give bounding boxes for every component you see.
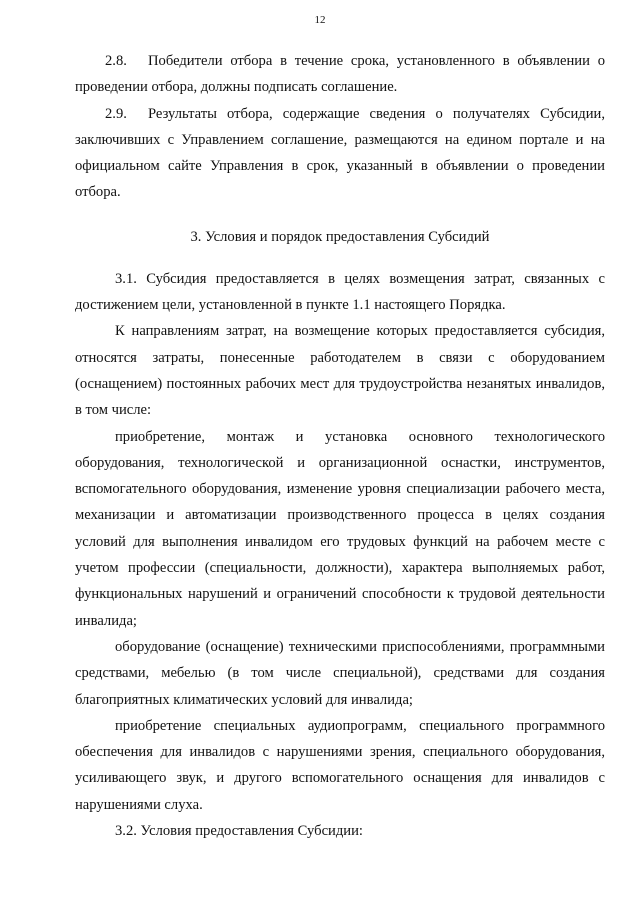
paragraph-text: Победители отбора в течение срока, установленного в объявлении о проведении отбора, должны подписать соглашение. — [75, 53, 605, 96]
list-item: приобретение, монтаж и установка основного технологического оборудования, технологической и организационной оснастки, инструментов, вспомогательного оборудования, изменение уровня специализации рабочего места, механизации и автоматизации производственного процесса в целях создания условий для выполнения инвалидом его трудовых функций на рабочем месте с учетом профессии (специальности, должности), характера выполняемых работ, функциональных нарушений и ограничений способности к трудовой деятельности инвалида; — [75, 428, 605, 629]
paragraph-expense-directions: К направлениям затрат, на возмещение которых предоставляется субсидия, относятся затраты, понесенные работодателем в связи с оборудованием (оснащением) постоянных рабочих мест для трудоустройства незанятых инвалидов, в том числе: — [75, 323, 605, 419]
paragraph-number: 2.9. — [105, 105, 127, 122]
list-item: оборудование (оснащение) техническими приспособлениями, программными средствами, мебелью (в том числе специальной), средствами для создания благоприятных климатических условий для инвалида; — [75, 638, 605, 708]
section-heading: 3. Условия и порядок предоставления Субсидий — [190, 228, 490, 245]
paragraph-number: 2.8. — [105, 53, 127, 69]
paragraph-text: Результаты отбора, содержащие сведения о получателях Субсидии, заключивших с Управлением соглашение, размещаются на едином портале и на официальном сайте Управления в срок, указанный в объявлении о проведении отбора. — [75, 105, 605, 201]
page-number: 12 — [314, 14, 326, 26]
paragraph-2-9 — [75, 101, 605, 206]
document-body — [75, 48, 605, 844]
list-item: приобретение специальных аудиопрограмм, специального программного обеспечения для инвалидов с нарушениями зрения, специального оборудования, усиливающего звук, и другого вспомогательного оснащения для инвалидов с нарушениями слуха. — [75, 717, 605, 813]
paragraph-2-8 — [75, 48, 605, 101]
paragraph-3-1: 3.1. Субсидия предоставляется в целях возмещения затрат, связанных с достижением цели, установленной в пункте 1.1 настоящего Порядка. — [75, 270, 605, 314]
paragraph-3-2: 3.2. Условия предоставления Субсидии: — [115, 823, 363, 840]
